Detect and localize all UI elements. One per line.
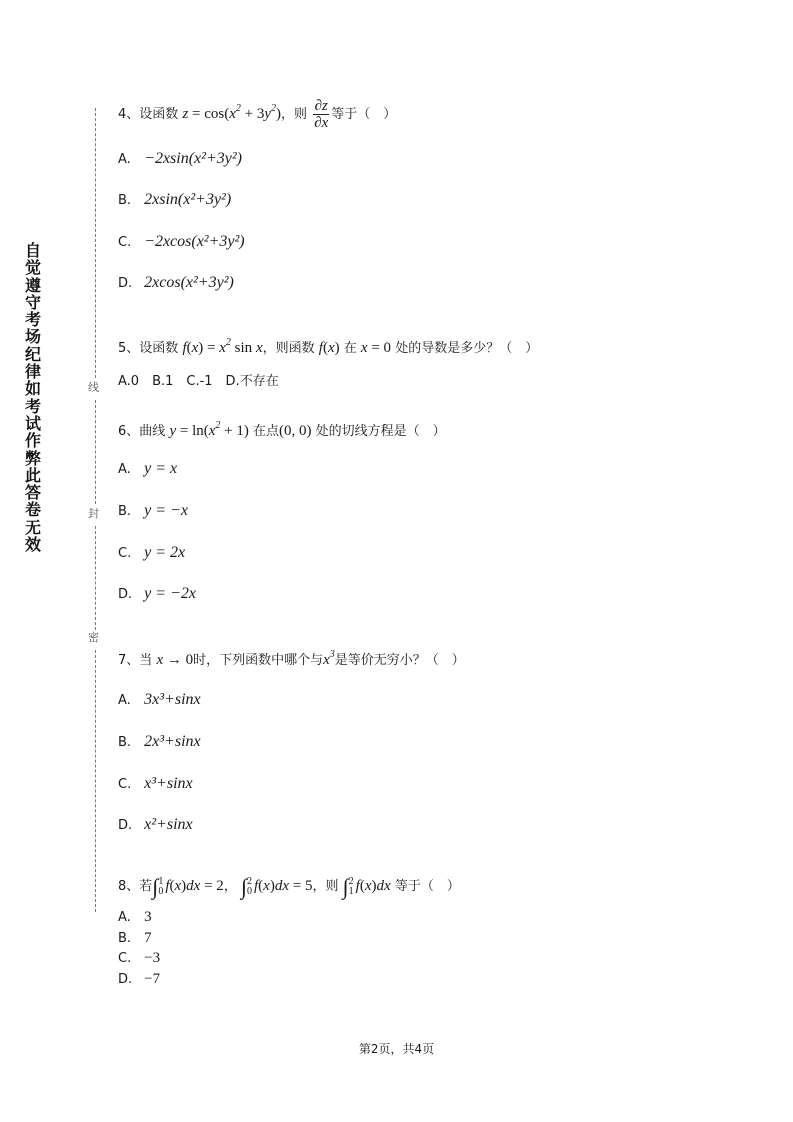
partial-derivative-fraction: $\frac{\partial z}{\partial x}$ — [314, 98, 329, 131]
question-text: 设函数 — [139, 107, 179, 122]
option-b[interactable]: B. 7 — [118, 930, 152, 946]
options-inline[interactable]: A.0 B.1 C.-1 D.不存在 — [118, 374, 279, 389]
question-number: 4、 — [118, 107, 140, 122]
option-a[interactable]: A. 3 — [118, 909, 152, 925]
formula-limit: x → 0 — [156, 652, 194, 668]
option-b[interactable]: B. 2xsin(x²+3y²) — [118, 191, 232, 208]
binding-label-secret: 密 — [88, 631, 99, 644]
question-5: 5、设函数 $f(x) = x^2$ sin x，则函数 f(x) 在 x = 0 处的导数是多少？（ ） — [118, 337, 539, 356]
option-a[interactable]: A. y = x — [118, 460, 178, 477]
binding-dash-line — [95, 108, 96, 378]
option-b[interactable]: B. y = −x — [118, 502, 188, 519]
formula-fx: $f(x) = x^2$ sin x — [182, 337, 263, 356]
integral-sign: ∫ — [240, 874, 247, 899]
option-c[interactable]: C. −2xcos(x²+3y²) — [118, 233, 245, 250]
question-4 — [118, 98, 396, 131]
option-text: 2xsin(x²+3y²) — [144, 191, 232, 208]
question-7: 7、当 x → 0时，下列函数中哪个与$x^3$是等价无穷小？（ ） — [118, 649, 465, 668]
question-8: 8、若∫ 1 0 f(x)dx = 2， ∫ 2 0 f(x)dx = 5，则 ∫ 2 1 f(x)dx 等于（ ） — [118, 874, 460, 899]
option-a[interactable]: A. 3x³+sinx — [118, 691, 201, 708]
option-c[interactable]: C. −3 — [118, 950, 161, 966]
option-d[interactable]: D. −7 — [118, 971, 161, 987]
page-footer: 第2页，共4页 — [358, 1042, 435, 1056]
question-text: 等于（ ） — [331, 107, 397, 122]
binding-label-seal: 封 — [88, 507, 99, 520]
option-d[interactable]: D. 2xcos(x²+3y²) — [118, 274, 234, 291]
integral-sign: ∫ — [342, 874, 349, 899]
side-notice: 自觉遵守考场纪律如考试作弊此答卷无效 — [24, 241, 41, 555]
binding-dash-line — [95, 650, 96, 912]
binding-dash-line — [95, 526, 96, 630]
option-c[interactable]: C. x³+sinx — [118, 775, 193, 792]
option-b[interactable]: B. 2x³+sinx — [118, 733, 201, 750]
question-text: ，则 — [281, 107, 308, 122]
option-text: −2xsin(x²+3y²) — [144, 150, 242, 167]
option-c[interactable]: C. y = 2x — [118, 544, 186, 561]
question-6: 6、曲线 $y = \ln(x^2 + 1)$ 在点(0, 0) 处的切线方程是（ ） — [118, 420, 446, 439]
integral-sign: ∫ — [152, 874, 159, 899]
formula-curve: $y = \ln(x^2 + 1)$ — [169, 420, 249, 439]
option-d[interactable]: D. y = −2x — [118, 585, 196, 602]
option-text: 2xcos(x²+3y²) — [144, 274, 234, 291]
option-text: −2xcos(x²+3y²) — [144, 233, 245, 250]
option-a[interactable]: A. −2xsin(x²+3y²) — [118, 150, 242, 167]
binding-dash-line — [95, 400, 96, 504]
formula-z: $z = \cos(x^2 + 3y^2)$ — [182, 103, 282, 122]
option-d[interactable]: D. x²+sinx — [118, 816, 193, 833]
binding-label-line: 线 — [88, 381, 99, 394]
